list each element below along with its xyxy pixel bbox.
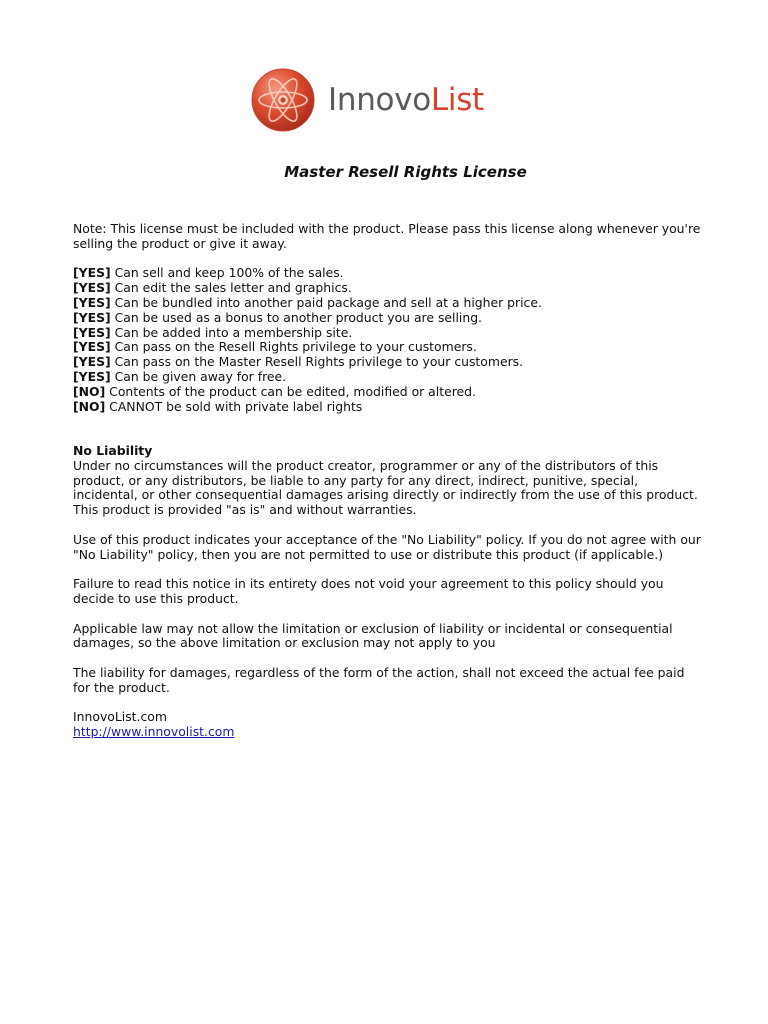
- rights-tag: [YES]: [73, 339, 111, 355]
- liability-paragraph: Use of this product indicates your acceptance of the "No Liability" policy. If you do not agree with our "No Liability" policy, then you are not permitted to use or distribute this product (if applicable.): [73, 531, 701, 562]
- rights-text: Can edit the sales letter and graphics.: [110, 280, 352, 296]
- rights-item: [73, 311, 703, 326]
- brand-wordmark: [328, 81, 484, 118]
- rights-item: [73, 296, 703, 311]
- rights-tag: [NO]: [73, 398, 106, 414]
- website-link[interactable]: http://www.innovolist.com: [73, 724, 235, 740]
- rights-item: [73, 400, 703, 415]
- rights-text: Can be added into a membership site.: [110, 324, 353, 340]
- rights-item: [73, 385, 703, 400]
- rights-item: [73, 266, 703, 281]
- rights-tag: [YES]: [73, 294, 111, 310]
- liability-paragraph: Applicable law may not allow the limitation or exclusion of liability or incidental or consequential damages, so the above limitation or exclusion may not apply to you: [73, 620, 673, 651]
- liability-heading: No Liability: [73, 442, 153, 458]
- rights-text: Can pass on the Master Resell Rights privilege to your customers.: [110, 354, 524, 370]
- rights-item: [73, 326, 703, 341]
- rights-text: Can be bundled into another paid package and sell at a higher price.: [110, 294, 542, 310]
- rights-text: Can pass on the Resell Rights privilege to your customers.: [110, 339, 477, 355]
- liability-paragraph: The liability for damages, regardless of the form of the action, shall not exceed the actual fee paid for the product.: [73, 664, 685, 695]
- license-body: [73, 222, 703, 740]
- rights-item: [73, 340, 703, 355]
- rights-tag: [YES]: [73, 265, 111, 281]
- rights-tag: [YES]: [73, 280, 111, 296]
- rights-tag: [NO]: [73, 383, 106, 399]
- rights-text: Can sell and keep 100% of the sales.: [110, 265, 344, 281]
- liability-paragraph: Under no circumstances will the product creator, programmer or any of the distributors of this product, or any distributors, be liable to any party for any direct, indirect, punitive, special, incidental, or other consequential damages arising directly or indirectly from the use of this product. This product is provided "as is" and without warranties.: [73, 457, 698, 518]
- atom-globe-icon: [250, 67, 316, 133]
- rights-text: Can be used as a bonus to another product you are selling.: [110, 309, 483, 325]
- brand-part-list: List: [430, 81, 484, 118]
- rights-item: [73, 281, 703, 296]
- license-note: Note: This license must be included with the product. Please pass this license along whenever you're selling the product or give it away.: [73, 221, 701, 251]
- rights-text: Contents of the product can be edited, modified or altered.: [105, 383, 476, 399]
- rights-text: CANNOT be sold with private label rights: [105, 398, 363, 414]
- rights-list: [73, 266, 703, 414]
- liability-paragraph: Failure to read this notice in its entirety does not void your agreement to this policy should you decide to use this product.: [73, 576, 664, 606]
- rights-text: Can be given away for free.: [110, 368, 287, 384]
- rights-item: [73, 355, 703, 370]
- brand-part-innovo: Innovo: [328, 81, 431, 118]
- rights-tag: [YES]: [73, 309, 111, 325]
- rights-tag: [YES]: [73, 368, 111, 384]
- innovolist-logo: [250, 67, 484, 133]
- rights-item: [73, 370, 703, 385]
- footer-company: InnovoList.com: [73, 709, 167, 725]
- document-title: Master Resell Rights License: [284, 163, 527, 181]
- rights-tag: [YES]: [73, 354, 111, 370]
- rights-tag: [YES]: [73, 324, 111, 340]
